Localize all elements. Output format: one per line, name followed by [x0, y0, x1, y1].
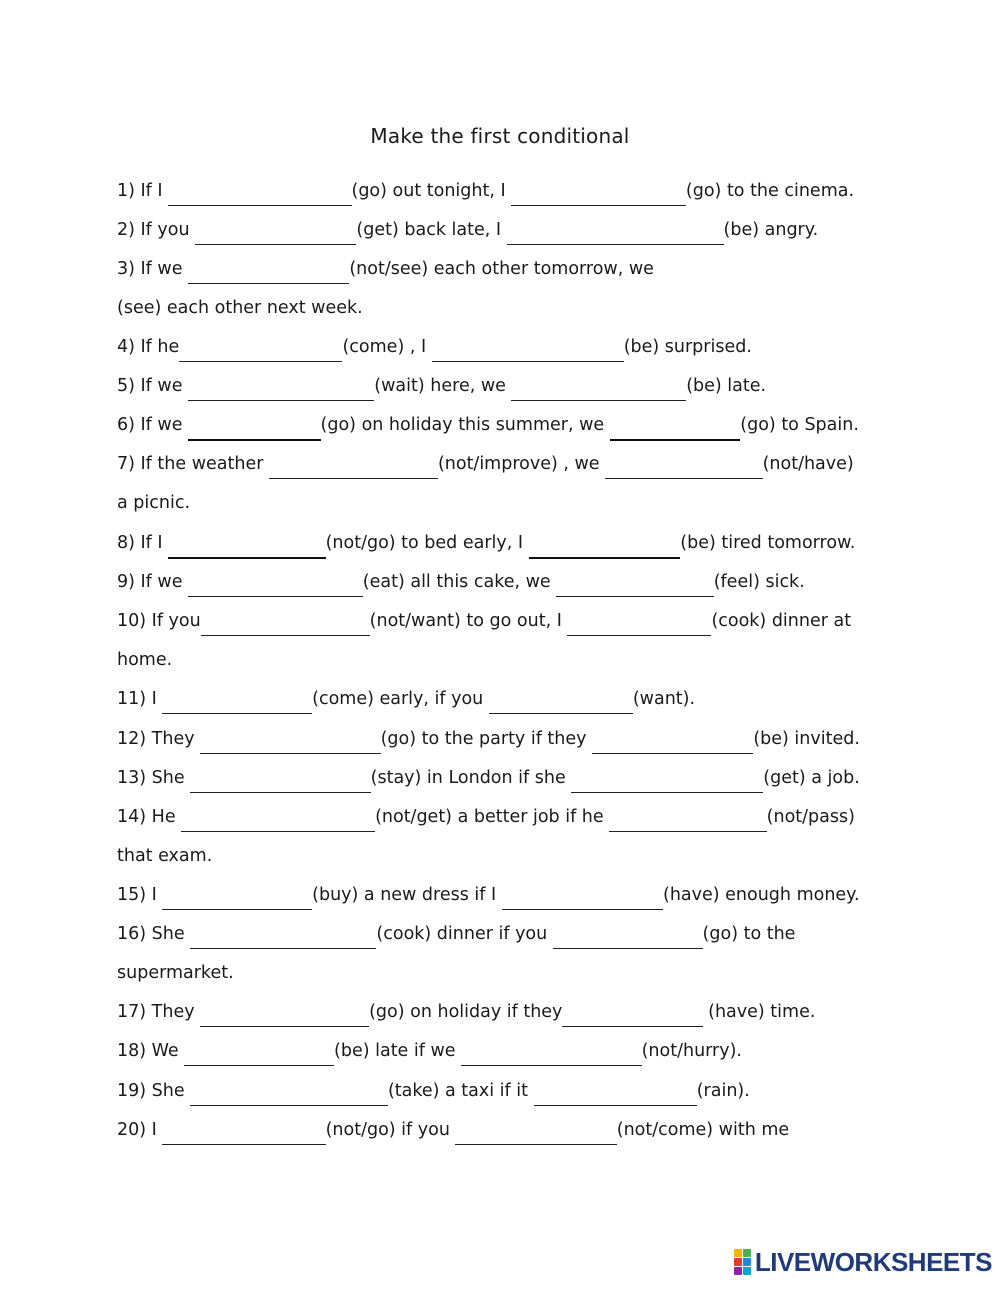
exercise-text: (not/come) with me — [616, 1120, 790, 1140]
answer-blank[interactable] — [190, 1085, 388, 1106]
exercise-text: 2) If you — [117, 220, 196, 240]
answer-blank[interactable] — [562, 1006, 702, 1027]
exercise-text: 9) If we — [117, 572, 189, 592]
exercise-line — [117, 765, 860, 791]
exercise-line — [117, 999, 815, 1025]
answer-blank[interactable] — [455, 1124, 616, 1145]
exercise-text: (go) out tonight, I — [351, 181, 512, 201]
exercise-text: (go) to the cinema. — [685, 181, 855, 201]
exercise-line — [117, 178, 854, 204]
logo-tile — [734, 1249, 742, 1257]
exercise-text: a picnic. — [117, 493, 191, 513]
exercise-line — [117, 647, 172, 673]
answer-blank[interactable] — [200, 1006, 369, 1027]
exercise-line — [117, 295, 363, 321]
answer-blank[interactable] — [461, 1045, 641, 1066]
answer-blank[interactable] — [610, 419, 741, 441]
answer-blank[interactable] — [162, 1124, 325, 1145]
answer-blank[interactable] — [609, 811, 766, 832]
exercise-text: (go) to the party if they — [380, 729, 593, 749]
liveworksheets-logo-icon — [734, 1249, 751, 1275]
exercise-text: 11) I — [117, 689, 163, 709]
exercise-text: (be) invited. — [753, 729, 860, 749]
exercise-line — [117, 686, 695, 712]
answer-blank[interactable] — [489, 693, 633, 714]
exercise-text: supermarket. — [117, 963, 234, 983]
exercise-text: home. — [117, 650, 173, 670]
exercise-text: (wait) here, we — [374, 376, 512, 396]
answer-blank[interactable] — [269, 458, 438, 479]
answer-blank[interactable] — [188, 419, 320, 441]
exercise-text: (rain). — [696, 1081, 750, 1101]
exercise-line — [117, 217, 818, 243]
exercise-text: (not/improve) , we — [437, 454, 606, 474]
exercise-line — [117, 530, 855, 556]
exercise-text: (have) time. — [702, 1002, 816, 1022]
answer-blank[interactable] — [195, 224, 356, 245]
exercise-line — [117, 490, 190, 516]
exercise-text: 14) He — [117, 807, 182, 827]
answer-blank[interactable] — [511, 380, 686, 401]
exercise-text: 4) If he — [117, 337, 180, 357]
exercise-text: 19) She — [117, 1081, 191, 1101]
answer-blank[interactable] — [511, 185, 686, 206]
exercise-text: 7) If the weather — [117, 454, 269, 474]
exercise-text: (cook) dinner if you — [376, 924, 553, 944]
logo-tile — [743, 1258, 751, 1266]
answer-blank[interactable] — [529, 537, 681, 559]
exercise-text: 20) I — [117, 1120, 163, 1140]
exercise-line — [117, 960, 234, 986]
exercise-text: 8) If I — [117, 533, 169, 553]
exercise-line — [117, 1038, 742, 1064]
exercise-text: 15) I — [117, 885, 163, 905]
exercise-text: (go) on holiday this summer, we — [320, 415, 610, 435]
exercise-text: (not/hurry). — [641, 1041, 742, 1061]
exercise-text: (not/go) if you — [325, 1120, 456, 1140]
exercise-line — [117, 608, 851, 634]
exercise-line — [117, 921, 795, 947]
exercise-text: 3) If we — [117, 259, 189, 279]
answer-blank[interactable] — [188, 576, 363, 597]
exercise-text: (want). — [632, 689, 696, 709]
answer-blank[interactable] — [162, 693, 312, 714]
answer-blank[interactable] — [184, 1045, 334, 1066]
exercise-text: 5) If we — [117, 376, 189, 396]
exercise-text: 13) She — [117, 768, 191, 788]
exercise-text: 6) If we — [117, 415, 189, 435]
exercise-text: 17) They — [117, 1002, 201, 1022]
answer-blank[interactable] — [188, 263, 349, 284]
exercise-line — [117, 1078, 750, 1104]
liveworksheets-logo-text: LIVEWORKSHEETS — [754, 1246, 992, 1277]
exercise-text: 12) They — [117, 729, 201, 749]
exercise-text: 18) We — [117, 1041, 185, 1061]
answer-blank[interactable] — [502, 889, 663, 910]
exercise-text: (go) to Spain. — [740, 415, 859, 435]
exercise-text: (have) enough money. — [663, 885, 860, 905]
exercise-line — [117, 804, 855, 830]
exercise-text: (get) a job. — [763, 768, 860, 788]
answer-blank[interactable] — [179, 341, 342, 362]
logo-tile — [734, 1267, 742, 1275]
answer-blank[interactable] — [592, 733, 753, 754]
answer-blank[interactable] — [162, 889, 312, 910]
answer-blank[interactable] — [188, 380, 374, 401]
exercise-text: (stay) in London if she — [370, 768, 572, 788]
answer-blank[interactable] — [534, 1085, 697, 1106]
answer-blank[interactable] — [168, 537, 325, 559]
answer-blank[interactable] — [201, 615, 370, 636]
exercise-text: (come) early, if you — [312, 689, 489, 709]
exercise-line — [117, 256, 654, 282]
exercise-text: (not/see) each other tomorrow, we — [349, 259, 654, 279]
exercise-text: (not/want) to go out, I — [369, 611, 568, 631]
exercise-line — [117, 882, 860, 908]
answer-blank[interactable] — [181, 811, 375, 832]
exercise-text: (take) a taxi if it — [387, 1081, 534, 1101]
exercise-text: (not/have) — [762, 454, 854, 474]
exercise-text: (buy) a new dress if I — [312, 885, 502, 905]
logo-tile — [743, 1267, 751, 1275]
answer-blank[interactable] — [567, 615, 711, 636]
exercise-text: (go) on holiday if they — [369, 1002, 563, 1022]
exercise-line — [117, 1117, 789, 1143]
exercise-text: (not/go) to bed early, I — [325, 533, 529, 553]
exercise-text: (get) back late, I — [356, 220, 507, 240]
exercise-text: (eat) all this cake, we — [362, 572, 557, 592]
exercise-text: (see) each other next week. — [117, 298, 363, 318]
exercise-text: 10) If you — [117, 611, 201, 631]
answer-blank[interactable] — [605, 458, 762, 479]
worksheet-title: Make the first conditional — [370, 124, 630, 148]
answer-blank[interactable] — [556, 576, 713, 597]
exercise-line — [117, 412, 859, 438]
answer-blank[interactable] — [571, 772, 763, 793]
exercise-line — [117, 569, 805, 595]
logo-tile — [734, 1258, 742, 1266]
exercise-line — [117, 726, 860, 752]
exercise-text: (be) surprised. — [623, 337, 752, 357]
exercise-text: that exam. — [117, 846, 213, 866]
exercise-text: (go) to the — [702, 924, 796, 944]
answer-blank[interactable] — [432, 341, 624, 362]
answer-blank[interactable] — [200, 733, 380, 754]
answer-blank[interactable] — [190, 772, 370, 793]
exercise-line — [117, 334, 752, 360]
logo-tile — [743, 1249, 751, 1257]
liveworksheets-logo — [734, 1247, 992, 1277]
exercise-text: 16) She — [117, 924, 191, 944]
answer-blank[interactable] — [507, 224, 724, 245]
exercise-text: (be) tired tomorrow. — [680, 533, 856, 553]
answer-blank[interactable] — [168, 185, 351, 206]
answer-blank[interactable] — [553, 928, 703, 949]
exercise-line — [117, 451, 854, 477]
exercise-text: (be) late if we — [334, 1041, 462, 1061]
exercise-text: (come) , I — [342, 337, 432, 357]
exercise-text: 1) If I — [117, 181, 169, 201]
exercise-text: (not/pass) — [766, 807, 855, 827]
exercise-line — [117, 843, 212, 869]
answer-blank[interactable] — [190, 928, 376, 949]
exercise-text: (be) late. — [686, 376, 767, 396]
exercise-text: (not/get) a better job if he — [375, 807, 610, 827]
exercise-text: (feel) sick. — [713, 572, 805, 592]
exercise-text: (cook) dinner at — [711, 611, 852, 631]
exercise-line — [117, 373, 766, 399]
exercise-text: (be) angry. — [723, 220, 819, 240]
